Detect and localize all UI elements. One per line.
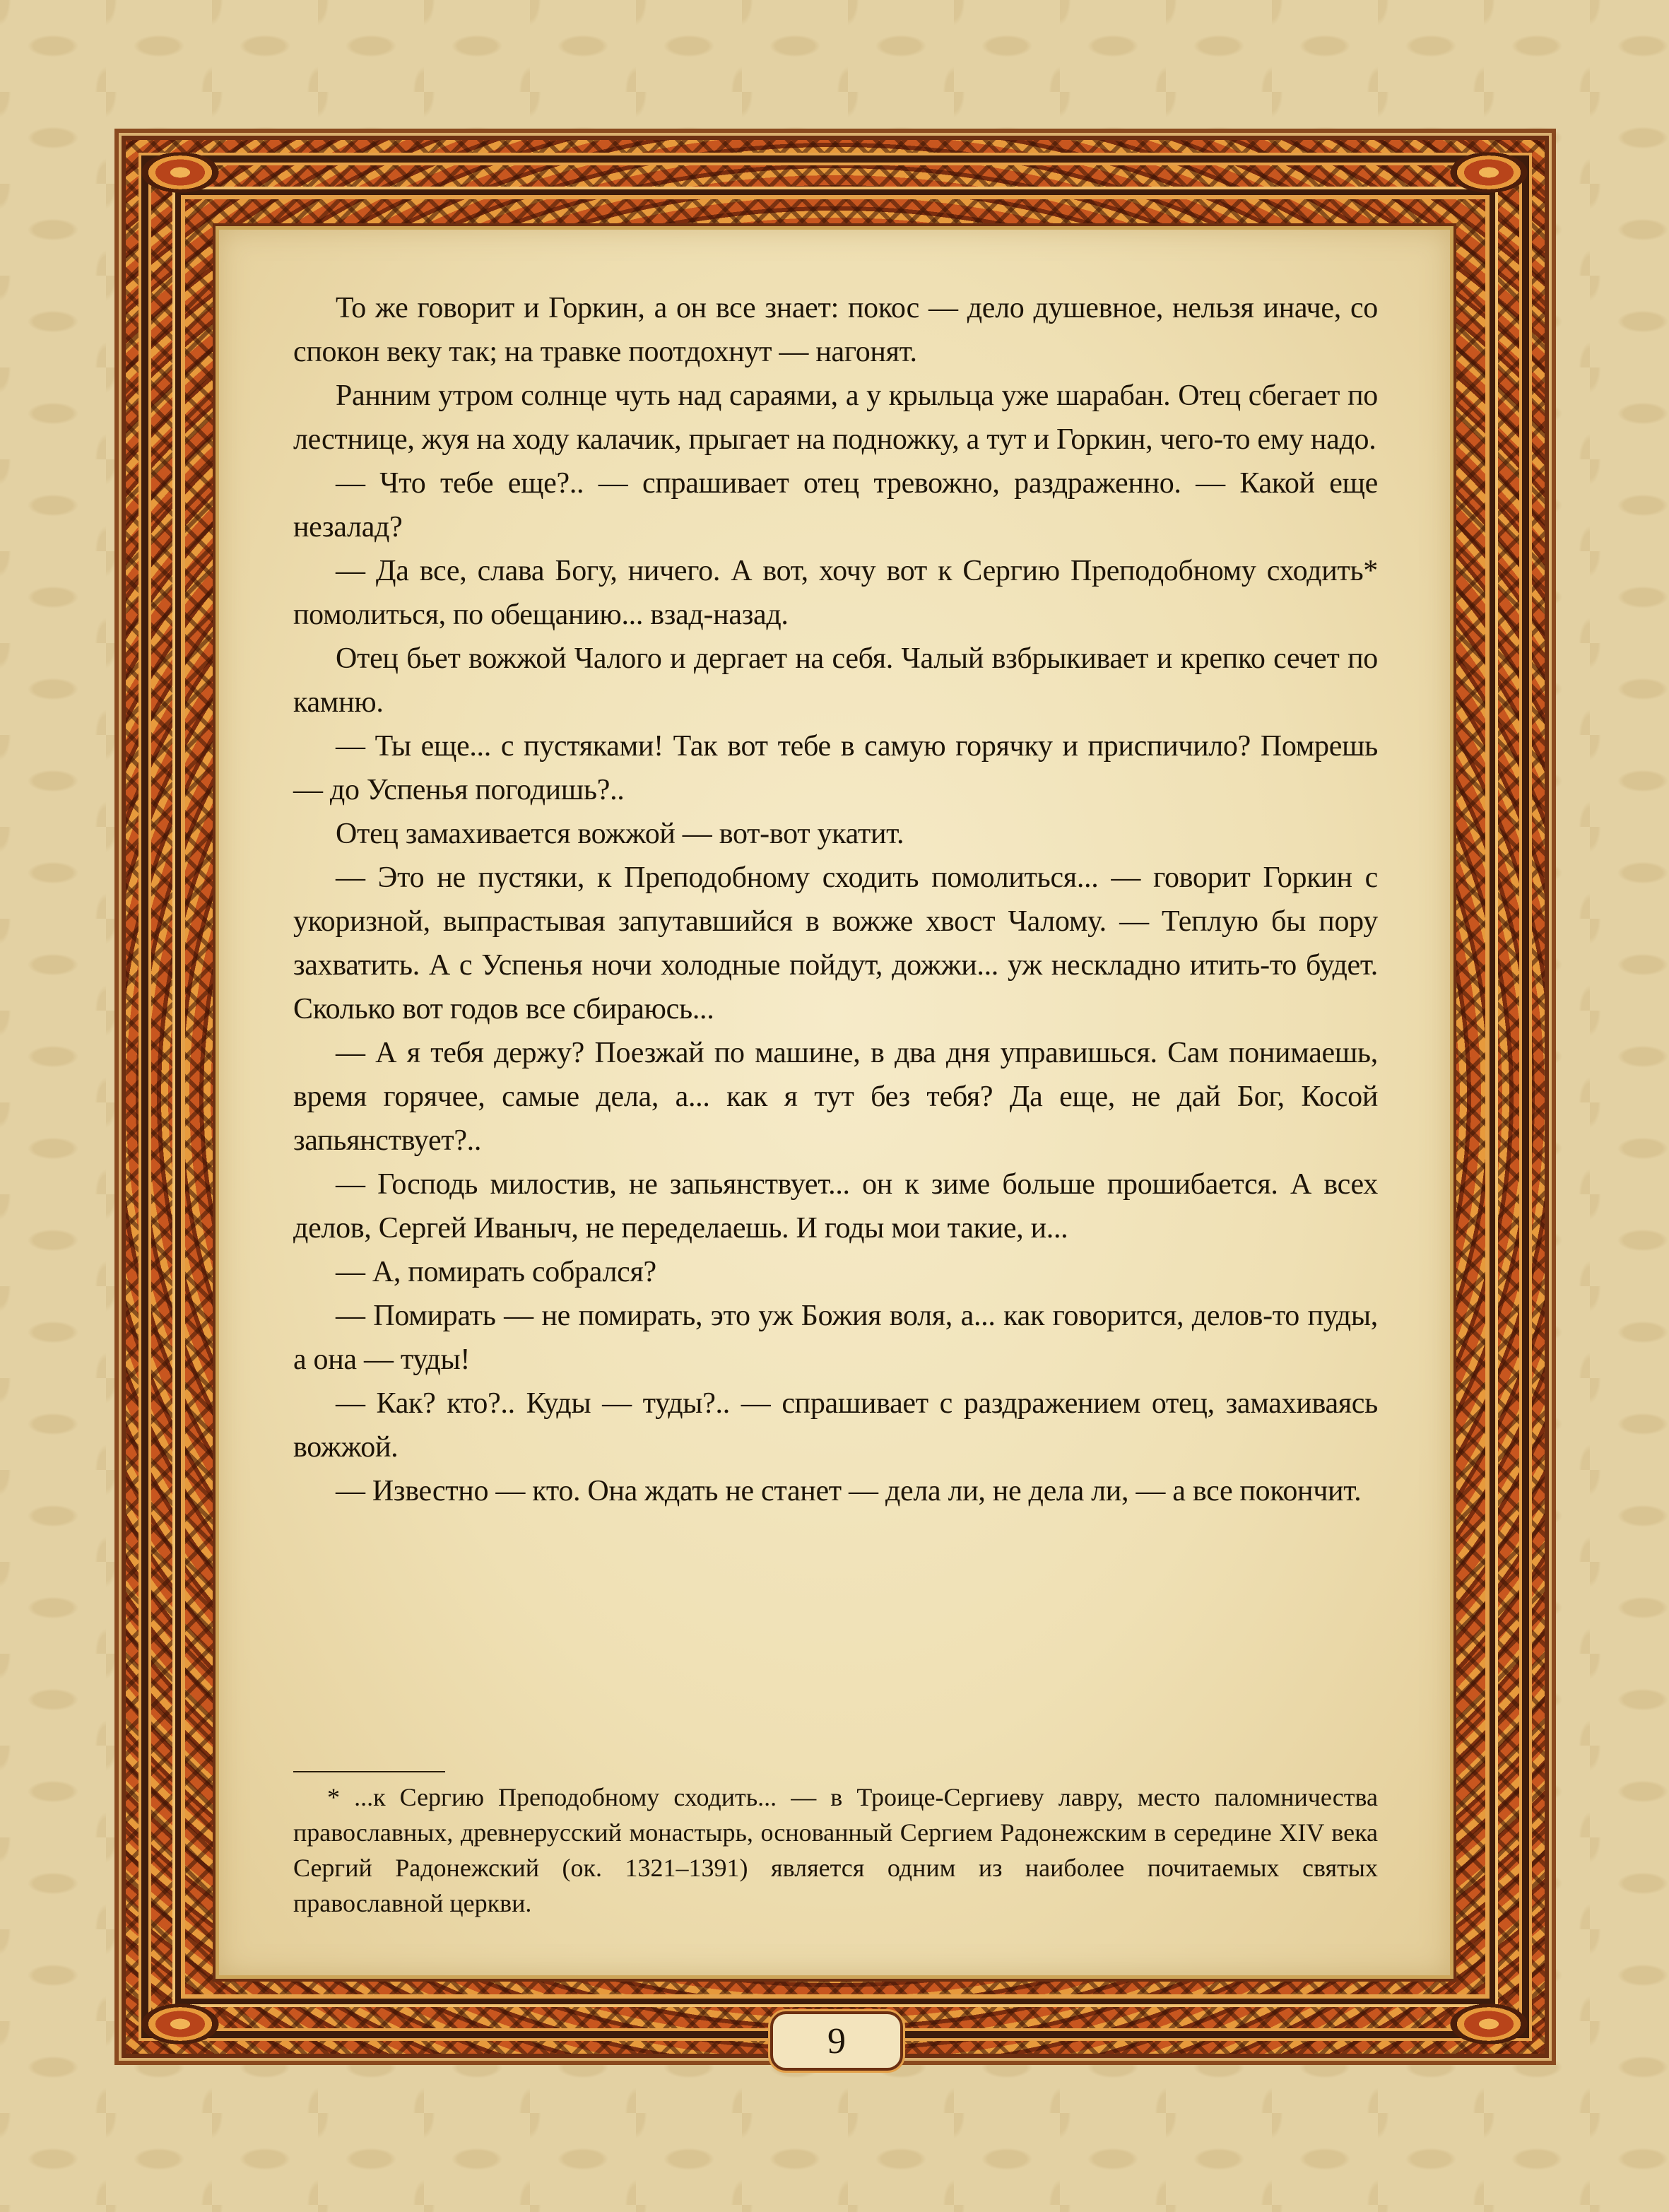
paragraph: — А я тебя держу? Поезжай по машине, в два дня управишься. Сам понимаешь, время горячее, самые дела, а... как я тут без тебя? Да еще, не дай Бог, Косой запьянствует?..	[293, 1037, 1378, 1157]
paragraph: Отец бьет вожжой Чалого и дергает на себя. Чалый взбрыкивает и крепко сечет по камню.	[293, 642, 1378, 719]
paragraph: — Помирать — не помирать, это уж Божия воля, а... как говорится, делов-то пуды, а она — туды!	[293, 1300, 1378, 1376]
paragraph: — Ты еще... с пустяками! Так вот тебе в самую горячку и приспичило? Помрешь — до Успенья погодишь?..	[293, 730, 1378, 806]
footnote-divider	[293, 1771, 445, 1772]
footnote: * ...к Сергию Преподобному сходить... — в Троице-Сергиеву лавру, место паломничества православных, древнерусский монастырь, основанный Сергием Радонежским в середине XIV века Сергий Радонежский (ок. 1321–1391) является одним из наиболее почитаемых святых православной церкви.	[293, 1783, 1378, 1917]
corner-ornament-top-left	[141, 152, 219, 193]
paragraph: Ранним утром солнце чуть над сараями, а у крыльца уже шарабан. Отец сбегает по лестнице, жуя на ходу калачик, прыгает на подножку, а тут и Горкин, чего-то ему надо.	[293, 380, 1378, 456]
page-number: 9	[827, 2020, 846, 2061]
paragraph: — Что тебе еще?.. — спрашивает отец тревожно, раздраженно. — Какой еще незалад?	[293, 467, 1378, 543]
paragraph: — Да все, слава Богу, ничего. А вот, хочу вот к Сергию Преподобному сходить* помолиться, по обещанию... взад-назад.	[293, 555, 1378, 631]
corner-ornament-top-right	[1450, 152, 1528, 193]
paragraph: — Известно — кто. Она ждать не станет — дела ли, не дела ли, — а все покончит.	[336, 1475, 1362, 1507]
paragraph: — Господь милостив, не запьянствует... он к зиме больше прошибается. А всех делов, Сергей Иваныч, не переделаешь. И годы мои такие, и...	[293, 1168, 1378, 1245]
paragraph: — А, помирать собрался?	[336, 1256, 656, 1288]
paragraph: — Как? кто?.. Куды — туды?.. — спрашивает с раздражением отец, замахиваясь вожжой.	[293, 1387, 1378, 1464]
paragraph: — Это не пустяки, к Преподобному сходить помолиться... — говорит Горкин с укоризной, выпрастывая запутавшийся в вожже хвост Чалому. — Теплую бы пору захватить. А с Успенья ночи холодные пойдут, дожжи... уж нескладно итить-то будет. Сколько вот годов все сбираюсь...	[293, 861, 1378, 1025]
body-text	[293, 286, 1378, 1513]
page-number-tab	[770, 2011, 903, 2071]
corner-ornament-bottom-right	[1450, 2004, 1528, 2045]
corner-ornament-bottom-left	[141, 2004, 219, 2045]
paragraph: Отец замахивается вожжой — вот-вот укатит.	[336, 818, 904, 850]
paragraph: То же говорит и Горкин, а он все знает: покос — дело душевное, нельзя иначе, со спокон веку так; на травке поотдохнут — нагонят.	[293, 292, 1378, 368]
